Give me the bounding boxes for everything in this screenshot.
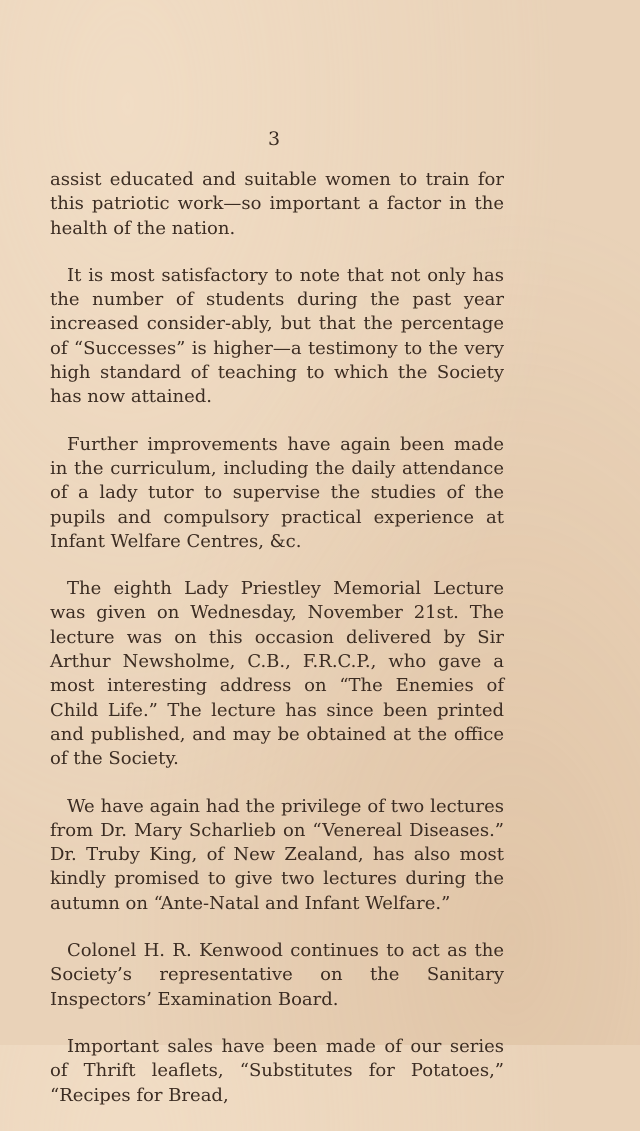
- paragraph-students: It is most satisfactory to note that not only has the number of students during the past year increased consider-ably, but that the percentage of “Successes” is higher—a testimony to the very high standard of teaching to which the Society has now attained.: [50, 264, 504, 408]
- paragraph-curriculum: Further improvements have again been made in the curriculum, including the daily attendance of a lady tutor to supervise the studies of the pupils and compulsory practical experience at Infant Welfare Centres, &c.: [50, 433, 504, 552]
- paragraph-lectures: We have again had the privilege of two lectures from Dr. Mary Scharlieb on “Venereal Diseases.” Dr. Truby King, of New Zealand, has also most kindly promised to give two lectures during the autumn on “Ante-Natal and Infant Welfare.”: [50, 795, 504, 914]
- page-number: 3: [267, 128, 281, 150]
- paragraph-sales: Important sales have been made of our series of Thrift leaflets, “Substitutes for Potatoes,” “Recipes for Bread,: [50, 1035, 504, 1106]
- paragraph-lecture: The eighth Lady Priestley Memorial Lecture was given on Wednesday, November 21st. The lecture was on this occasion delivered by Sir Arthur Newsholme, C.B., F.R.C.P., who gave a most interesting address on “The Enemies of Child Life.” The lecture has since been printed and published, and may be obtained at the office of the Society.: [50, 578, 504, 770]
- paragraph-representative: Colonel H. R. Kenwood continues to act as the Society’s representative on the Sanitary Inspectors’ Examination Board.: [50, 940, 504, 1010]
- body-text: [50, 168, 504, 1131]
- paragraph-continuation: assist educated and suitable women to train for this patriotic work—so important a factor in the health of the nation.: [50, 169, 504, 239]
